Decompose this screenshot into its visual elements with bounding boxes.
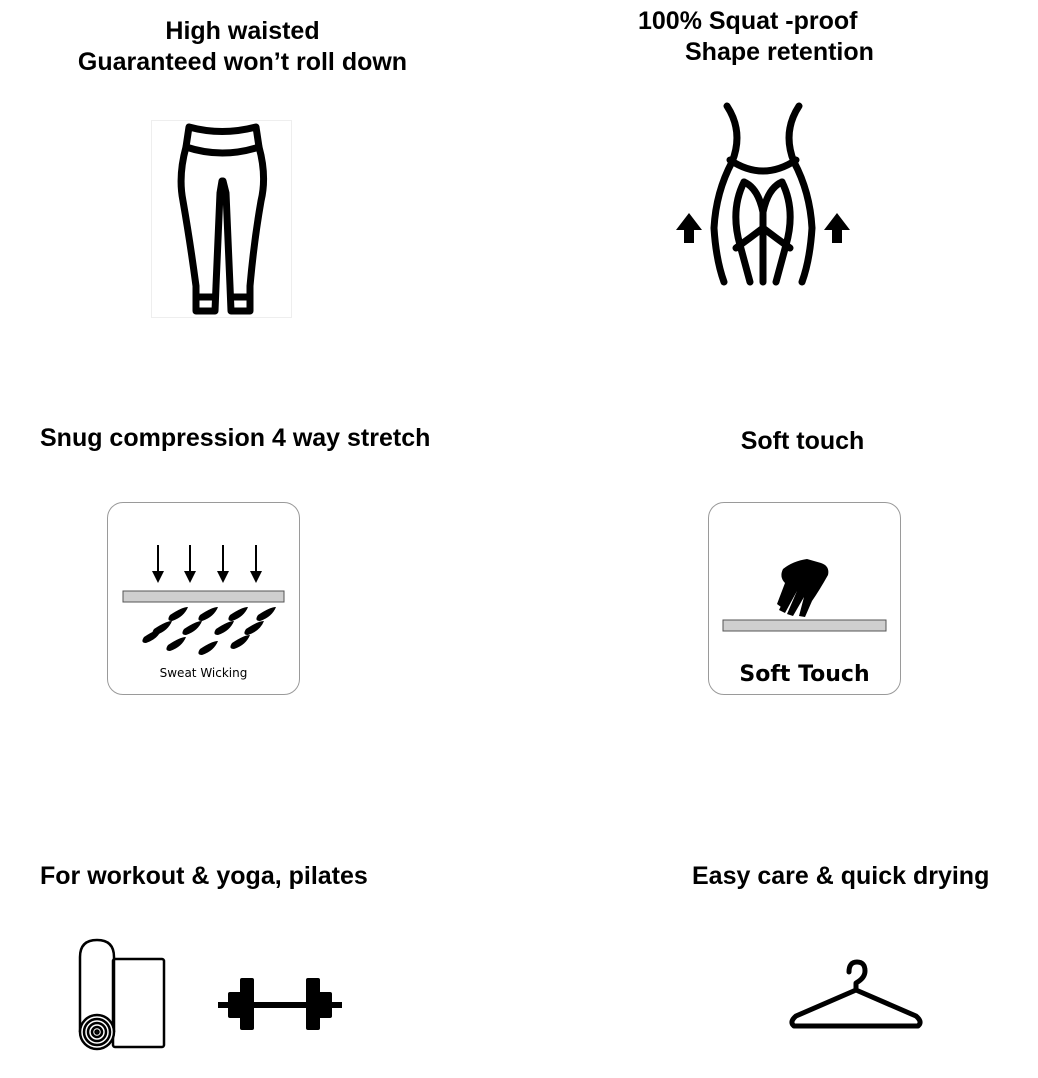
body-shape-lift-icon bbox=[672, 100, 854, 290]
feature-title-line1: 100% Squat -proof bbox=[638, 7, 858, 35]
feature-title-line2: Shape retention bbox=[685, 38, 874, 66]
dumbbell-icon bbox=[216, 976, 344, 1032]
feature-title-squat-proof bbox=[638, 6, 874, 68]
feature-title-line1: High waisted bbox=[165, 17, 320, 45]
hanger-icon bbox=[786, 958, 926, 1032]
sweat-wicking-icon bbox=[107, 502, 300, 695]
sweat-wicking-caption: Sweat Wicking bbox=[159, 666, 248, 680]
feature-title-soft-touch: Soft touch bbox=[740, 427, 865, 455]
feature-title-snug-compression: Snug compression 4 way stretch bbox=[40, 424, 431, 452]
soft-touch-caption: Soft Touch bbox=[739, 662, 870, 687]
yoga-mat-icon bbox=[76, 937, 168, 1051]
soft-touch-icon bbox=[708, 502, 901, 695]
feature-title-high-waisted bbox=[40, 16, 445, 78]
leggings-icon bbox=[151, 120, 292, 318]
feature-title-line2: Guaranteed won’t roll down bbox=[77, 48, 408, 76]
feature-title-easy-care: Easy care & quick drying bbox=[692, 862, 990, 890]
feature-title-workout: For workout & yoga, pilates bbox=[40, 862, 368, 890]
